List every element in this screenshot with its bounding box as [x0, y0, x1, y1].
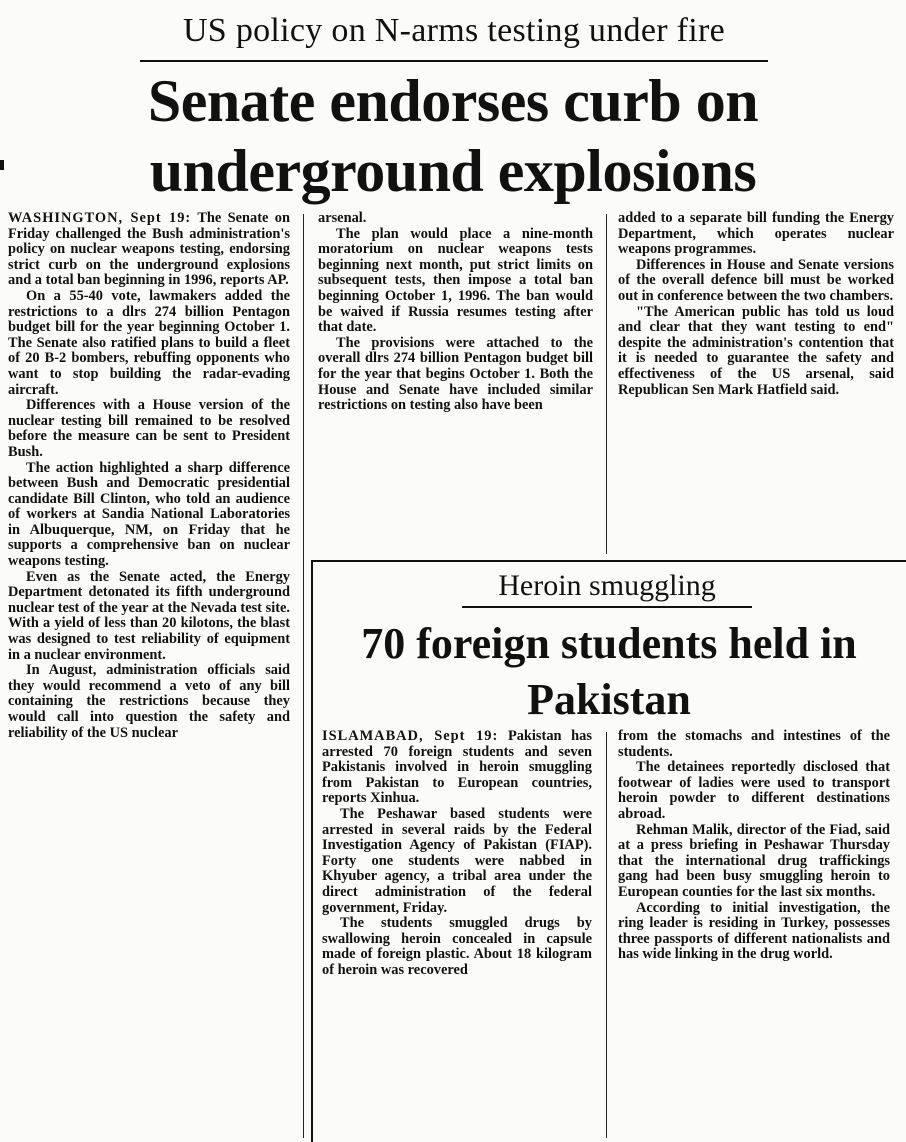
story1-column-3 — [618, 211, 894, 554]
story1-para: The plan would place a nine-month moratorium on nuclear weapons tests beginning next month, put strict limits on subsequent tests, then impose a total ban beginning October 1, 1996. The ban would be waived if Russia resumes testing after that date. — [318, 225, 593, 336]
story2-column-1 — [322, 729, 592, 1139]
story2-para: The detainees reportedly disclosed that footwear of ladies were used to transport heroin powder to different destinations abroad. — [618, 759, 890, 822]
story2-para: The students smuggled drugs by swallowing heroin concealed in capsule made of foreign plastic. About 18 kilogram of heroin was recovered — [322, 915, 592, 978]
story2-headline: 70 foreign students held in Pakistan — [361, 619, 857, 724]
story1-para: Even as the Senate acted, the Energy Department detonated its fifth underground nuclear test of the year at the Nevada test site. With a yield of less than 20 kilotons, the blast was designed to test reliability of equipment in a nuclear environment. — [8, 568, 290, 663]
story2-box-border — [311, 560, 906, 562]
story1-column-2 — [318, 211, 593, 554]
story1-para: WASHINGTON, Sept 19: The Senate on Friday challenged the Bush administration's policy on nuclear weapons testing, endorsing strict curb on the underground explosions and a total ban beginning in 1996, reports AP. — [8, 211, 290, 289]
story1-para: Differences in House and Senate versions of the overall defence bill must be worked out in conference between the two chambers. — [618, 256, 894, 304]
column-rule — [606, 732, 607, 1138]
story1-para: "The American public has told us loud and clear that they want testing to end" despite the administration's contention that it is needed to guarantee the safety and effectiveness of the US arsenal, said Republican Sen Mark Hatfield said. — [618, 303, 894, 398]
story1-para: arsenal. — [318, 211, 367, 226]
story2-column-2 — [618, 729, 890, 1139]
story2-box-border — [311, 560, 313, 1142]
story1-headline: Senate endorses curb on underground explosions — [147, 68, 759, 204]
story1-para: added to a separate bill funding the Energy Department, which operates nuclear weapons programmes. — [618, 211, 894, 258]
story2-kicker: Heroin smuggling — [462, 566, 752, 608]
story1-column-1 — [8, 211, 290, 1139]
story2-para: According to initial investigation, the ring leader is residing in Turkey, possesses three passports of different nationalists and has wide linking in the drug world. — [618, 899, 890, 963]
column-rule — [606, 214, 607, 554]
story2-para: The Peshawar based students were arrested in several raids by the Federal Investigation Agency of Pakistan (FIAP). Forty one students were nabbed in Khyuber agency, a tribal area under the direct administration of the federal government, Friday. — [322, 805, 592, 916]
story1-para: Differences with a House version of the nuclear testing bill remained to be resolved before the measure can be sent to President Bush. — [8, 397, 290, 460]
story1-dateline: WASHINGTON, Sept 19: — [8, 211, 192, 226]
story2-para: from the stomachs and intestines of the students. — [618, 729, 890, 760]
story1-para: The provisions were attached to the overall dlrs 274 billion Pentagon budget bill for the year that begins October 1. Both the House and Senate have included similar restrictions on testing also have been — [318, 334, 593, 414]
story1-para: The action highlighted a sharp difference between Bush and Democratic presidential candidate Bill Clinton, who told an audience of workers at Sandia National Laboratories in Albuquerque, NM, on Friday that he supports a comprehensive ban on nuclear weapons testing. — [8, 459, 290, 570]
column-rule — [303, 214, 304, 1138]
story1-kicker: US policy on N-arms testing under fire — [140, 8, 768, 62]
story1-para: In August, administration officials said they would recommend a veto of any bill containing the restrictions because they would call into question the safety and reliability of the US nuclear — [8, 662, 290, 741]
story1-para: On a 55-40 vote, lawmakers added the restrictions to a dlrs 274 billion Pentagon budget bill for the year beginning October 1. The Senate also ratified plans to build a fleet of 20 B-2 bombers, rebuffing opponents who want to stop building the radar-evading aircraft. — [8, 287, 290, 398]
story2-para: ISLAMABAD, Sept 19: Pakistan has arrested 70 foreign students and seven Pakistanis involved in heroin smuggling from Pakistan to European countries, reports Xinhua. — [322, 729, 592, 807]
story2-dateline: ISLAMABAD, Sept 19: — [322, 729, 499, 744]
story2-para: Rehman Malik, director of the Fiad, said at a press briefing in Peshawar Thursday that the international drug traffickings gang had been busy smuggling heroin to European counties for the last six months. — [618, 821, 890, 900]
